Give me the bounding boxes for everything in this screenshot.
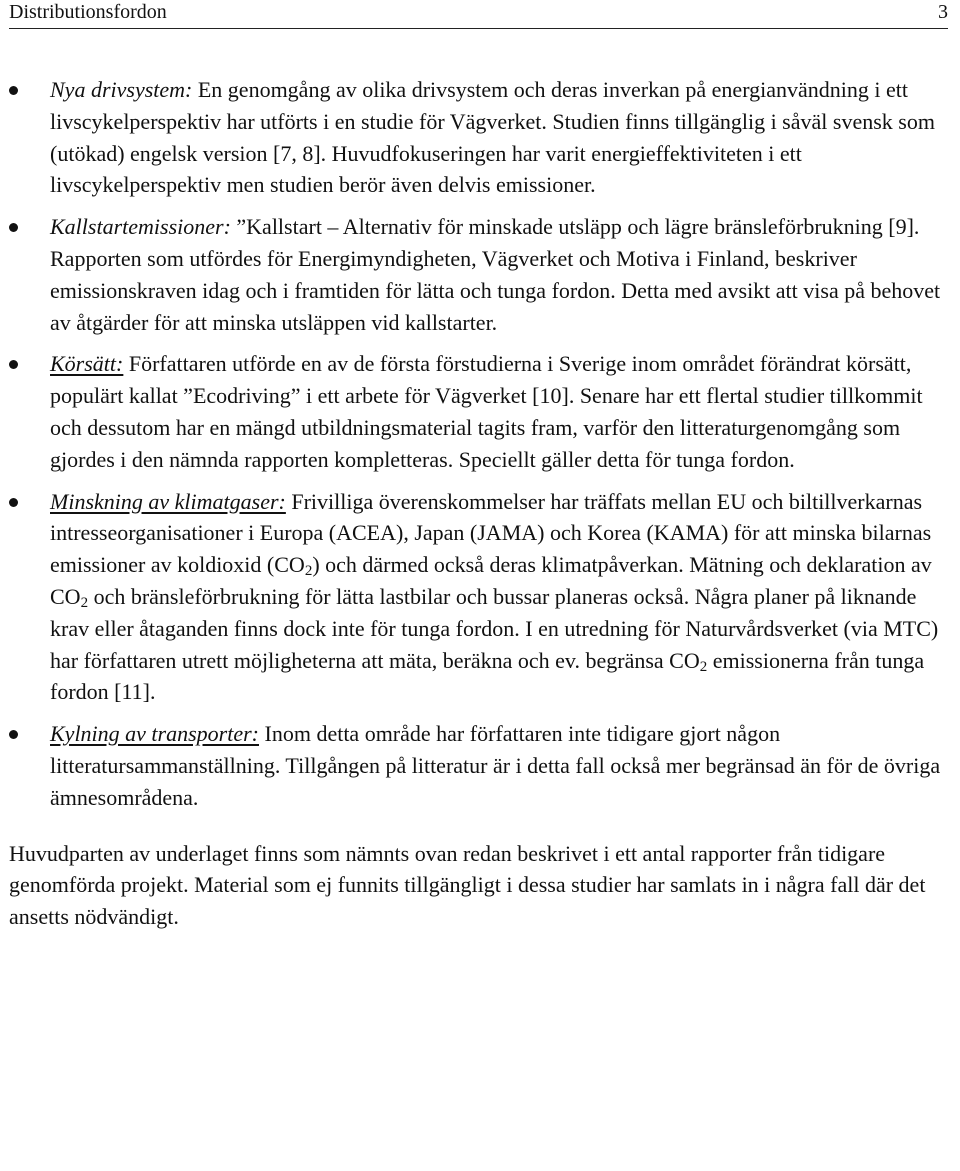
bullet-text: ) och därmed också deras klimatpåverkan. Mätning och deklaration av CO [50, 552, 932, 609]
bullet-item-korsatt [9, 348, 944, 475]
bullet-term: Kylning av transporter: [50, 721, 259, 747]
running-title: Distributionsfordon [9, 1, 167, 23]
bullet-text: ”Kallstart – Alternativ för minskade utsläpp och lägre bränsleförbrukning [9]. Rapporten som utfördes för Energimyndigheten, Vägverket och Motiva i Finland, beskriver emissionskraven idag och i framtiden för lätta och tunga fordon. Detta med avsikt att visa på behovet av åtgärder för att minska utsläppen vid kallstarter. [50, 214, 941, 335]
bullet-text: En genomgång av olika drivsystem och deras inverkan på energianvändning i ett livscykelperspektiv har utförts i en studie för Vägverket. Studien finns tillgänglig i såväl svensk som (utökad) engelsk version [7, 8]. Huvudfokuseringen har varit energieffektiviteten i ett livscykelperspektiv men studien berör även delvis emissioner. [50, 77, 935, 198]
bullet-dot-icon [9, 360, 18, 369]
bullet-text: emissionerna från tunga fordon [11]. [50, 647, 925, 705]
subscript: 2 [304, 563, 313, 580]
page-header [9, 0, 948, 29]
bullet-item-drivsystem [9, 74, 944, 201]
bullet-text: Författaren utförde en av de första förstudierna i Sverige inom området förändrat körsätt, populärt kallat ”Ecodriving” i ett arbete för Vägverket [10]. Senare har ett flertal studier tillkommit och dessutom har en mängd utbildningsmaterial tagits fram, varför den litteraturgenomgång som gjordes i den nämnda rapporten kompletteras. Speciellt gäller detta för tunga fordon. [50, 351, 923, 472]
document-body [9, 74, 944, 933]
bullet-term: Minskning av klimatgaser: [50, 488, 286, 514]
subscript: 2 [80, 594, 89, 611]
bullet-dot-icon [9, 730, 18, 739]
bullet-dot-icon [9, 498, 18, 507]
bullet-item-kallstart [9, 211, 944, 338]
subscript: 2 [699, 658, 708, 675]
bullet-text: och bränsleförbrukning för lätta lastbilar och bussar planeras också. Några planer på liknande krav eller åtaganden finns dock inte för tunga fordon. I en utredning för Naturvårdsverket (via MTC) har författaren utrett möjligheterna att mäta, beräkna och ev. begränsa CO [50, 583, 939, 673]
bullet-text: Frivilliga överenskommelser har träffats mellan EU och biltillverkarnas intresseorganisationer i Europa (ACEA), Japan (JAMA) och Korea (KAMA) för att minska bilarnas emissioner av koldioxid (CO [50, 488, 932, 578]
bullet-dot-icon [9, 86, 18, 95]
bullet-item-kylning [9, 718, 944, 813]
bullet-item-klimatgaser [9, 486, 944, 709]
bullet-term: Körsätt: [50, 351, 124, 377]
page-number: 3 [938, 1, 948, 23]
bullet-list [9, 74, 944, 814]
closing-paragraph: Huvudparten av underlaget finns som nämnts ovan redan beskrivet i ett antal rapporter från tidigare genomförda projekt. Material som ej funnits tillgängligt i dessa studier har samlats in i några fall där det ansetts nödvändigt. [9, 840, 926, 930]
bullet-term: Kallstartemissioner: [50, 214, 231, 240]
bullet-dot-icon [9, 223, 18, 232]
bullet-text: Inom detta område har författaren inte tidigare gjort någon litteratursammanställning. Tillgången på litteratur är i detta fall också mer begränsad än för de övriga ämnesområdena. [50, 721, 941, 810]
bullet-term: Nya drivsystem: [50, 77, 193, 102]
